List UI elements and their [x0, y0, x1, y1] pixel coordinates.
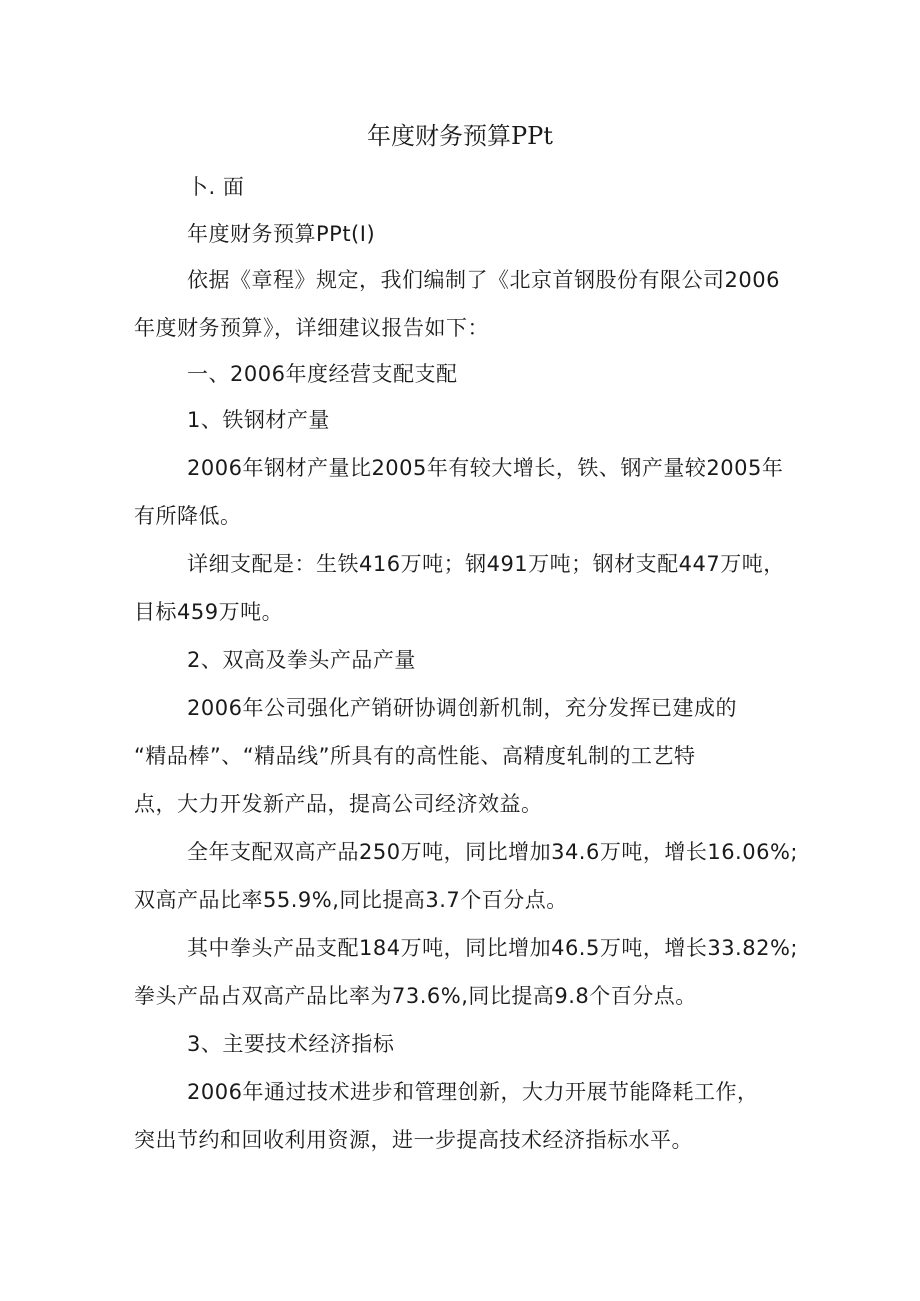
paragraph-line: 年度财务预算》，详细建议报告如下：	[134, 316, 489, 340]
paragraph-line: 2006年钢材产量比2005年有较大增长，铁、钢产量较2005年	[187, 456, 784, 480]
paragraph-line: 其中拳头产品支配184万吨，同比增加46.5万吨，增长33.82%;	[187, 936, 798, 960]
paragraph-line: 详细支配是：生铁416万吨；钢491万吨；钢材支配447万吨，	[187, 552, 785, 576]
paragraph-line: 有所降低。	[134, 504, 242, 528]
paragraph-line: 目标459万吨。	[134, 600, 284, 624]
paragraph-line: 一、2006年度经营支配支配	[187, 362, 458, 386]
paragraph-line: 2006年通过技术进步和管理创新，大力开展节能降耗工作，	[187, 1080, 759, 1104]
paragraph-1	[134, 163, 794, 211]
section-heading-1	[134, 350, 794, 398]
subsection-heading-2	[134, 636, 794, 684]
paragraph-2	[134, 210, 794, 258]
paragraph-line: 2、双高及拳头产品产量	[187, 648, 416, 672]
paragraph-line: 2006年公司强化产销研协调创新机制，充分发挥已建成的	[187, 696, 737, 720]
paragraph-line: 点，大力开发新产品，提高公司经济效益。	[134, 792, 543, 816]
paragraph-9	[134, 1068, 794, 1164]
paragraph-line: 卜. 面	[187, 175, 245, 199]
paragraph-line: 突出节约和回收利用资源，进一步提高技术经济指标水平。	[134, 1128, 693, 1152]
paragraph-6	[134, 684, 794, 828]
paragraph-line: 拳头产品占双高产品比率为73.6%,同比提高9.8个百分点。	[134, 984, 697, 1008]
paragraph-8	[134, 924, 798, 1020]
subsection-heading-1	[134, 396, 794, 444]
paragraph-line: 1、铁钢材产量	[187, 408, 330, 432]
paragraph-line: 双高产品比率55.9%,同比提高3.7个百分点。	[134, 888, 568, 912]
subsection-heading-3	[134, 1020, 794, 1068]
paragraph-line: 年度财务预算PPt(I)	[187, 222, 376, 246]
paragraph-line: 依据《章程》规定，我们编制了《北京首钢股份有限公司2006	[187, 268, 780, 292]
paragraph-line: 全年支配双高产品250万吨，同比增加34.6万吨，增长16.06%;	[187, 840, 798, 864]
paragraph-4	[134, 444, 794, 540]
paragraph-5	[134, 540, 794, 636]
document-title: 年度财务预算PPt	[367, 122, 553, 150]
paragraph-line: “精品棒”、“精品线”所具有的高性能、高精度轧制的工艺特	[134, 744, 696, 768]
paragraph-7	[134, 828, 798, 924]
paragraph-line: 3、主要技术经济指标	[187, 1032, 395, 1056]
paragraph-3	[134, 256, 794, 352]
